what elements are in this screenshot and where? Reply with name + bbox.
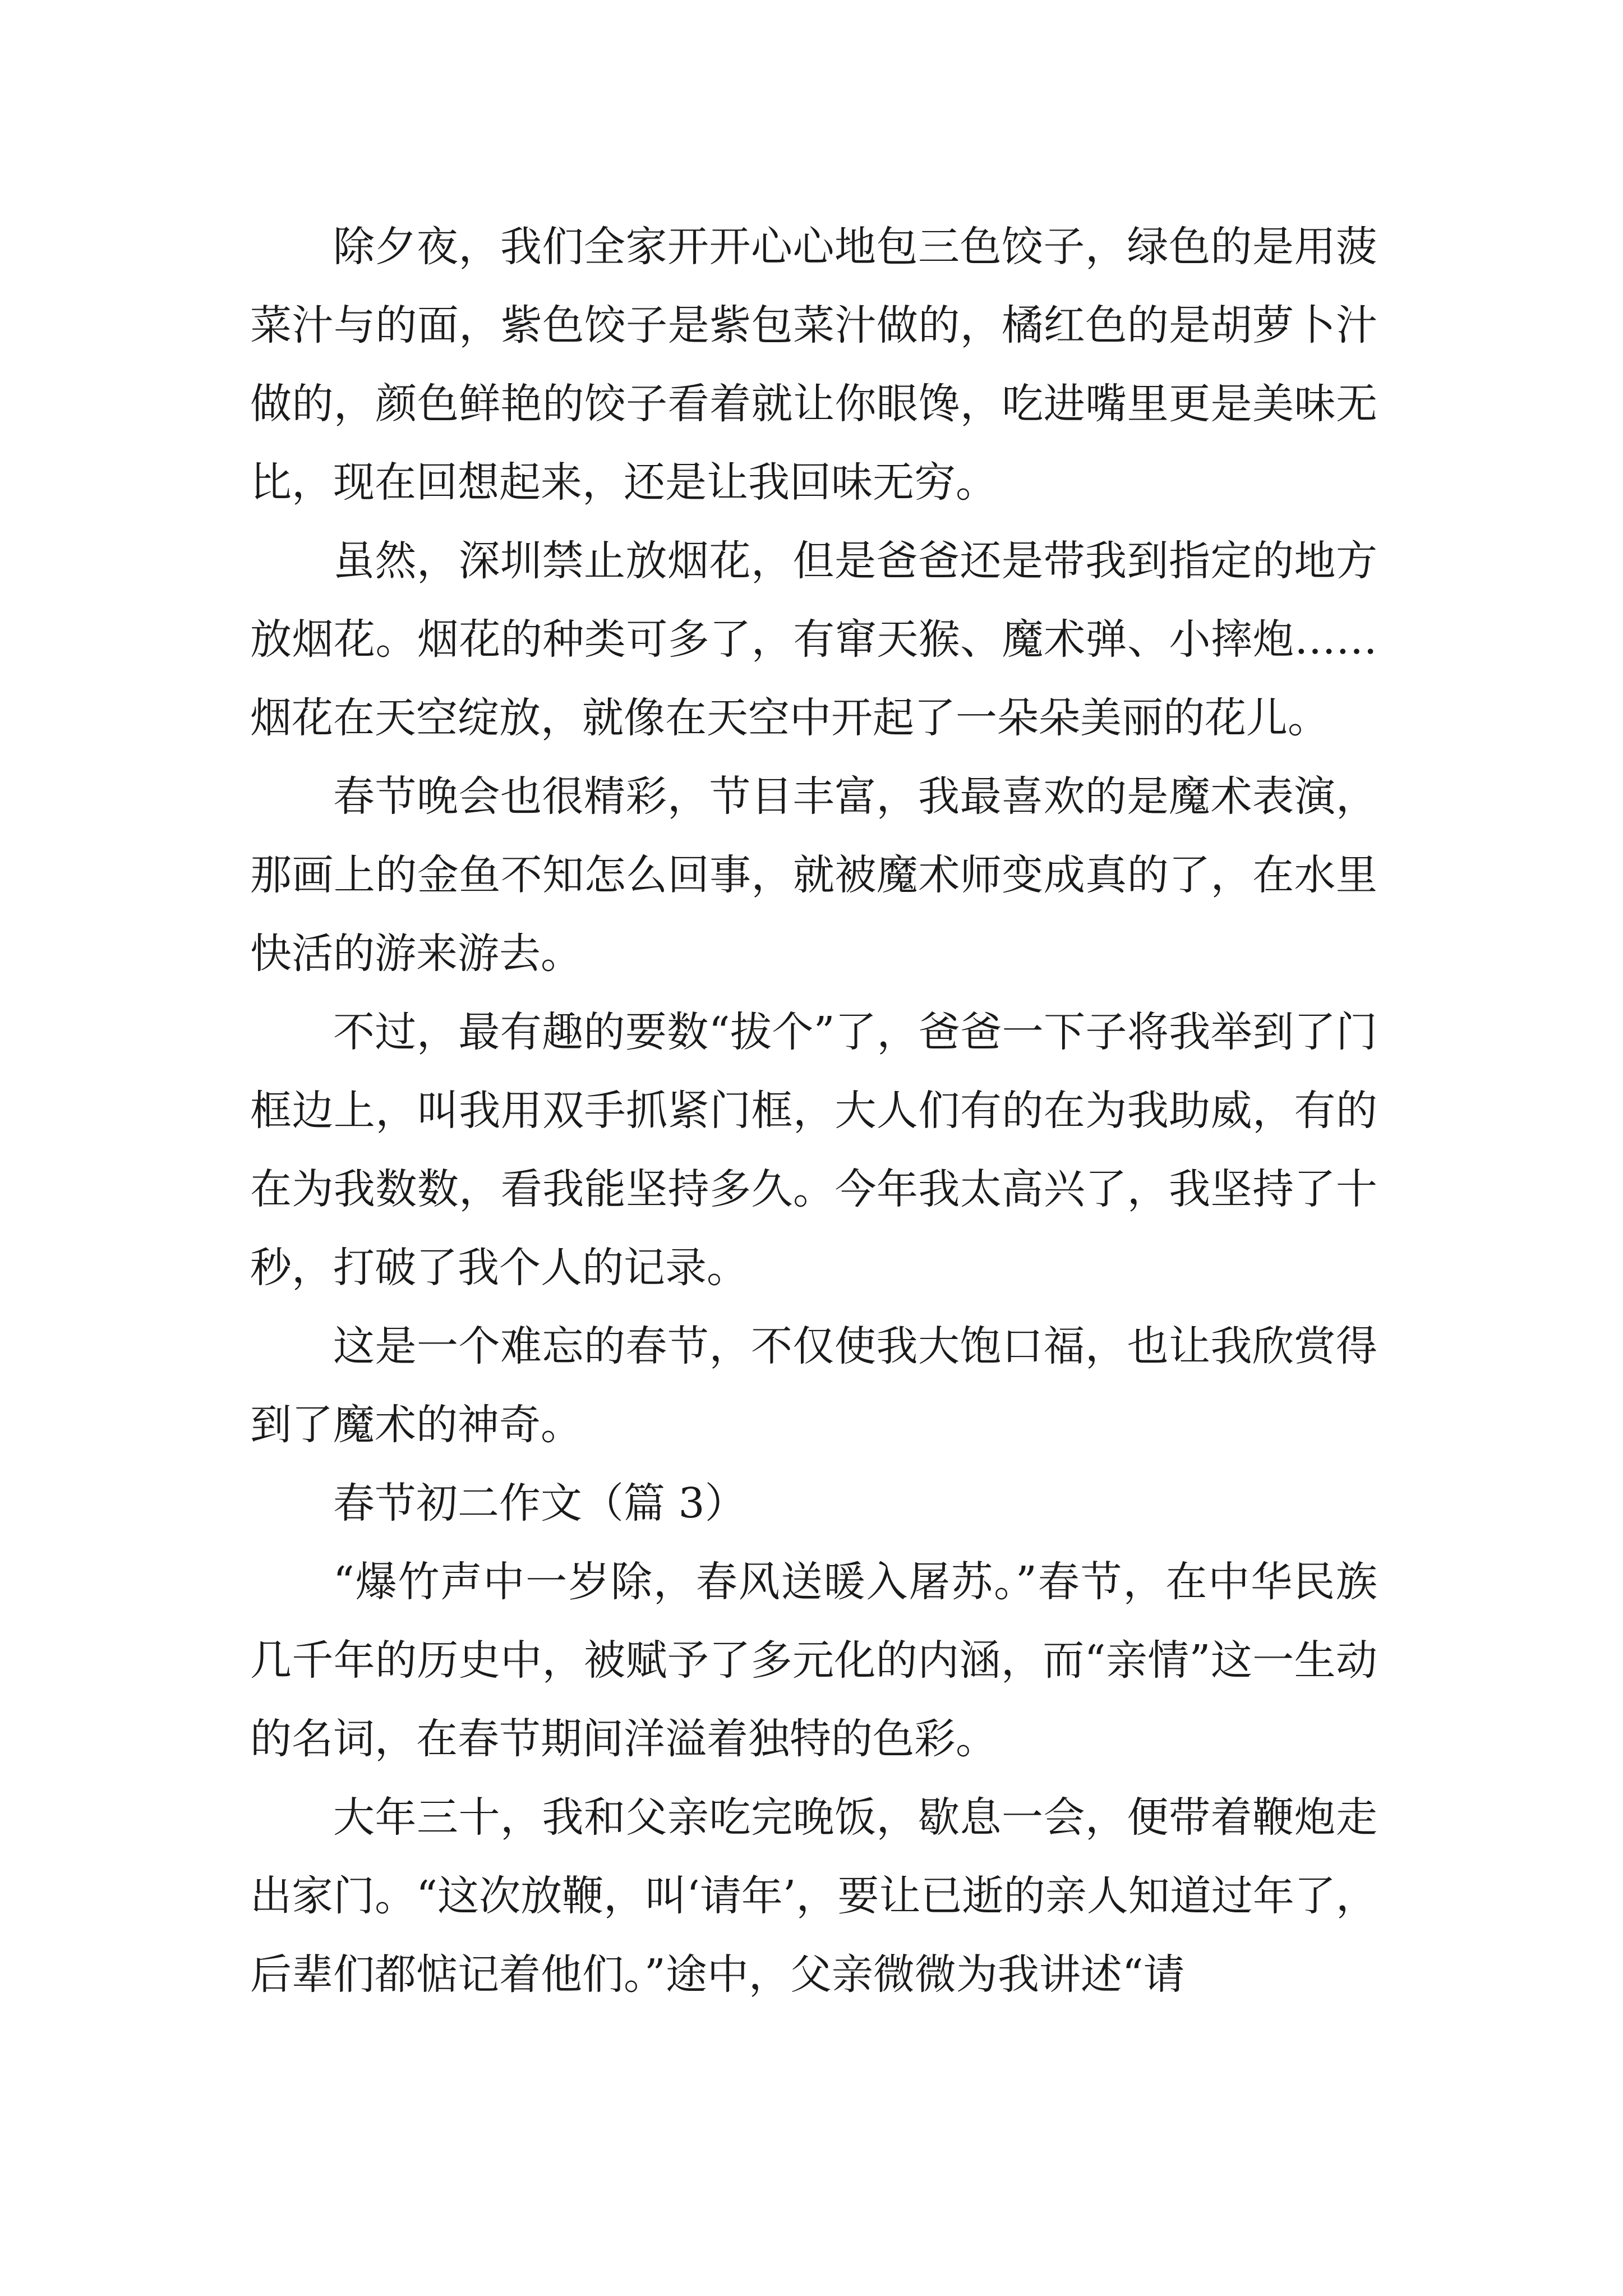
paragraph: “爆竹声中一岁除，春风送暖入屠苏。”春节，在中华民族几千年的历史中，被赋予了多元化的内涵，而“亲情”这一生动的名词，在春节期间洋溢着独特的色彩。 <box>250 1558 1377 1763</box>
paragraph: 不过，最有趣的要数“拔个”了，爸爸一下子将我举到了门框边上，叫我用双手抓紧门框，大人们有的在为我助威，有的在为我数数，看我能坚持多久。今年我太高兴了，我坚持了十秒，打破了我个人的记录。 <box>250 1008 1377 1292</box>
paragraph: 大年三十，我和父亲吃完晚饭，歇息一会，便带着鞭炮走出家门。“这次放鞭，叫‘请年’，要让已逝的亲人知道过年了，后辈们都惦记着他们。”途中，父亲微微为我讲述“请 <box>250 1793 1377 1999</box>
section-heading: 春节初二作文（篇 3） <box>333 1479 746 1527</box>
paragraph: 虽然，深圳禁止放烟花，但是爸爸还是带我到指定的地方放烟花。烟花的种类可多了，有窜天猴、魔术弹、小摔炮……烟花在天空绽放，就像在天空中开起了一朵朵美丽的花儿。 <box>250 537 1377 742</box>
paragraph: 这是一个难忘的春节，不仅使我大饱口福，也让我欣赏得到了魔术的神奇。 <box>250 1322 1377 1449</box>
paragraph: 除夕夜，我们全家开开心心地包三色饺子，绿色的是用菠菜汁与的面，紫色饺子是紫包菜汁做的，橘红色的是胡萝卜汁做的，颜色鲜艳的饺子看着就让你眼馋，吃进嘴里更是美味无比，现在回想起来，还是让我回味无穷。 <box>250 223 1377 507</box>
document-body <box>250 208 1377 2014</box>
paragraph: 春节晚会也很精彩，节目丰富，我最喜欢的是魔术表演，那画上的金鱼不知怎么回事，就被魔术师变成真的了，在水里快活的游来游去。 <box>250 772 1377 978</box>
